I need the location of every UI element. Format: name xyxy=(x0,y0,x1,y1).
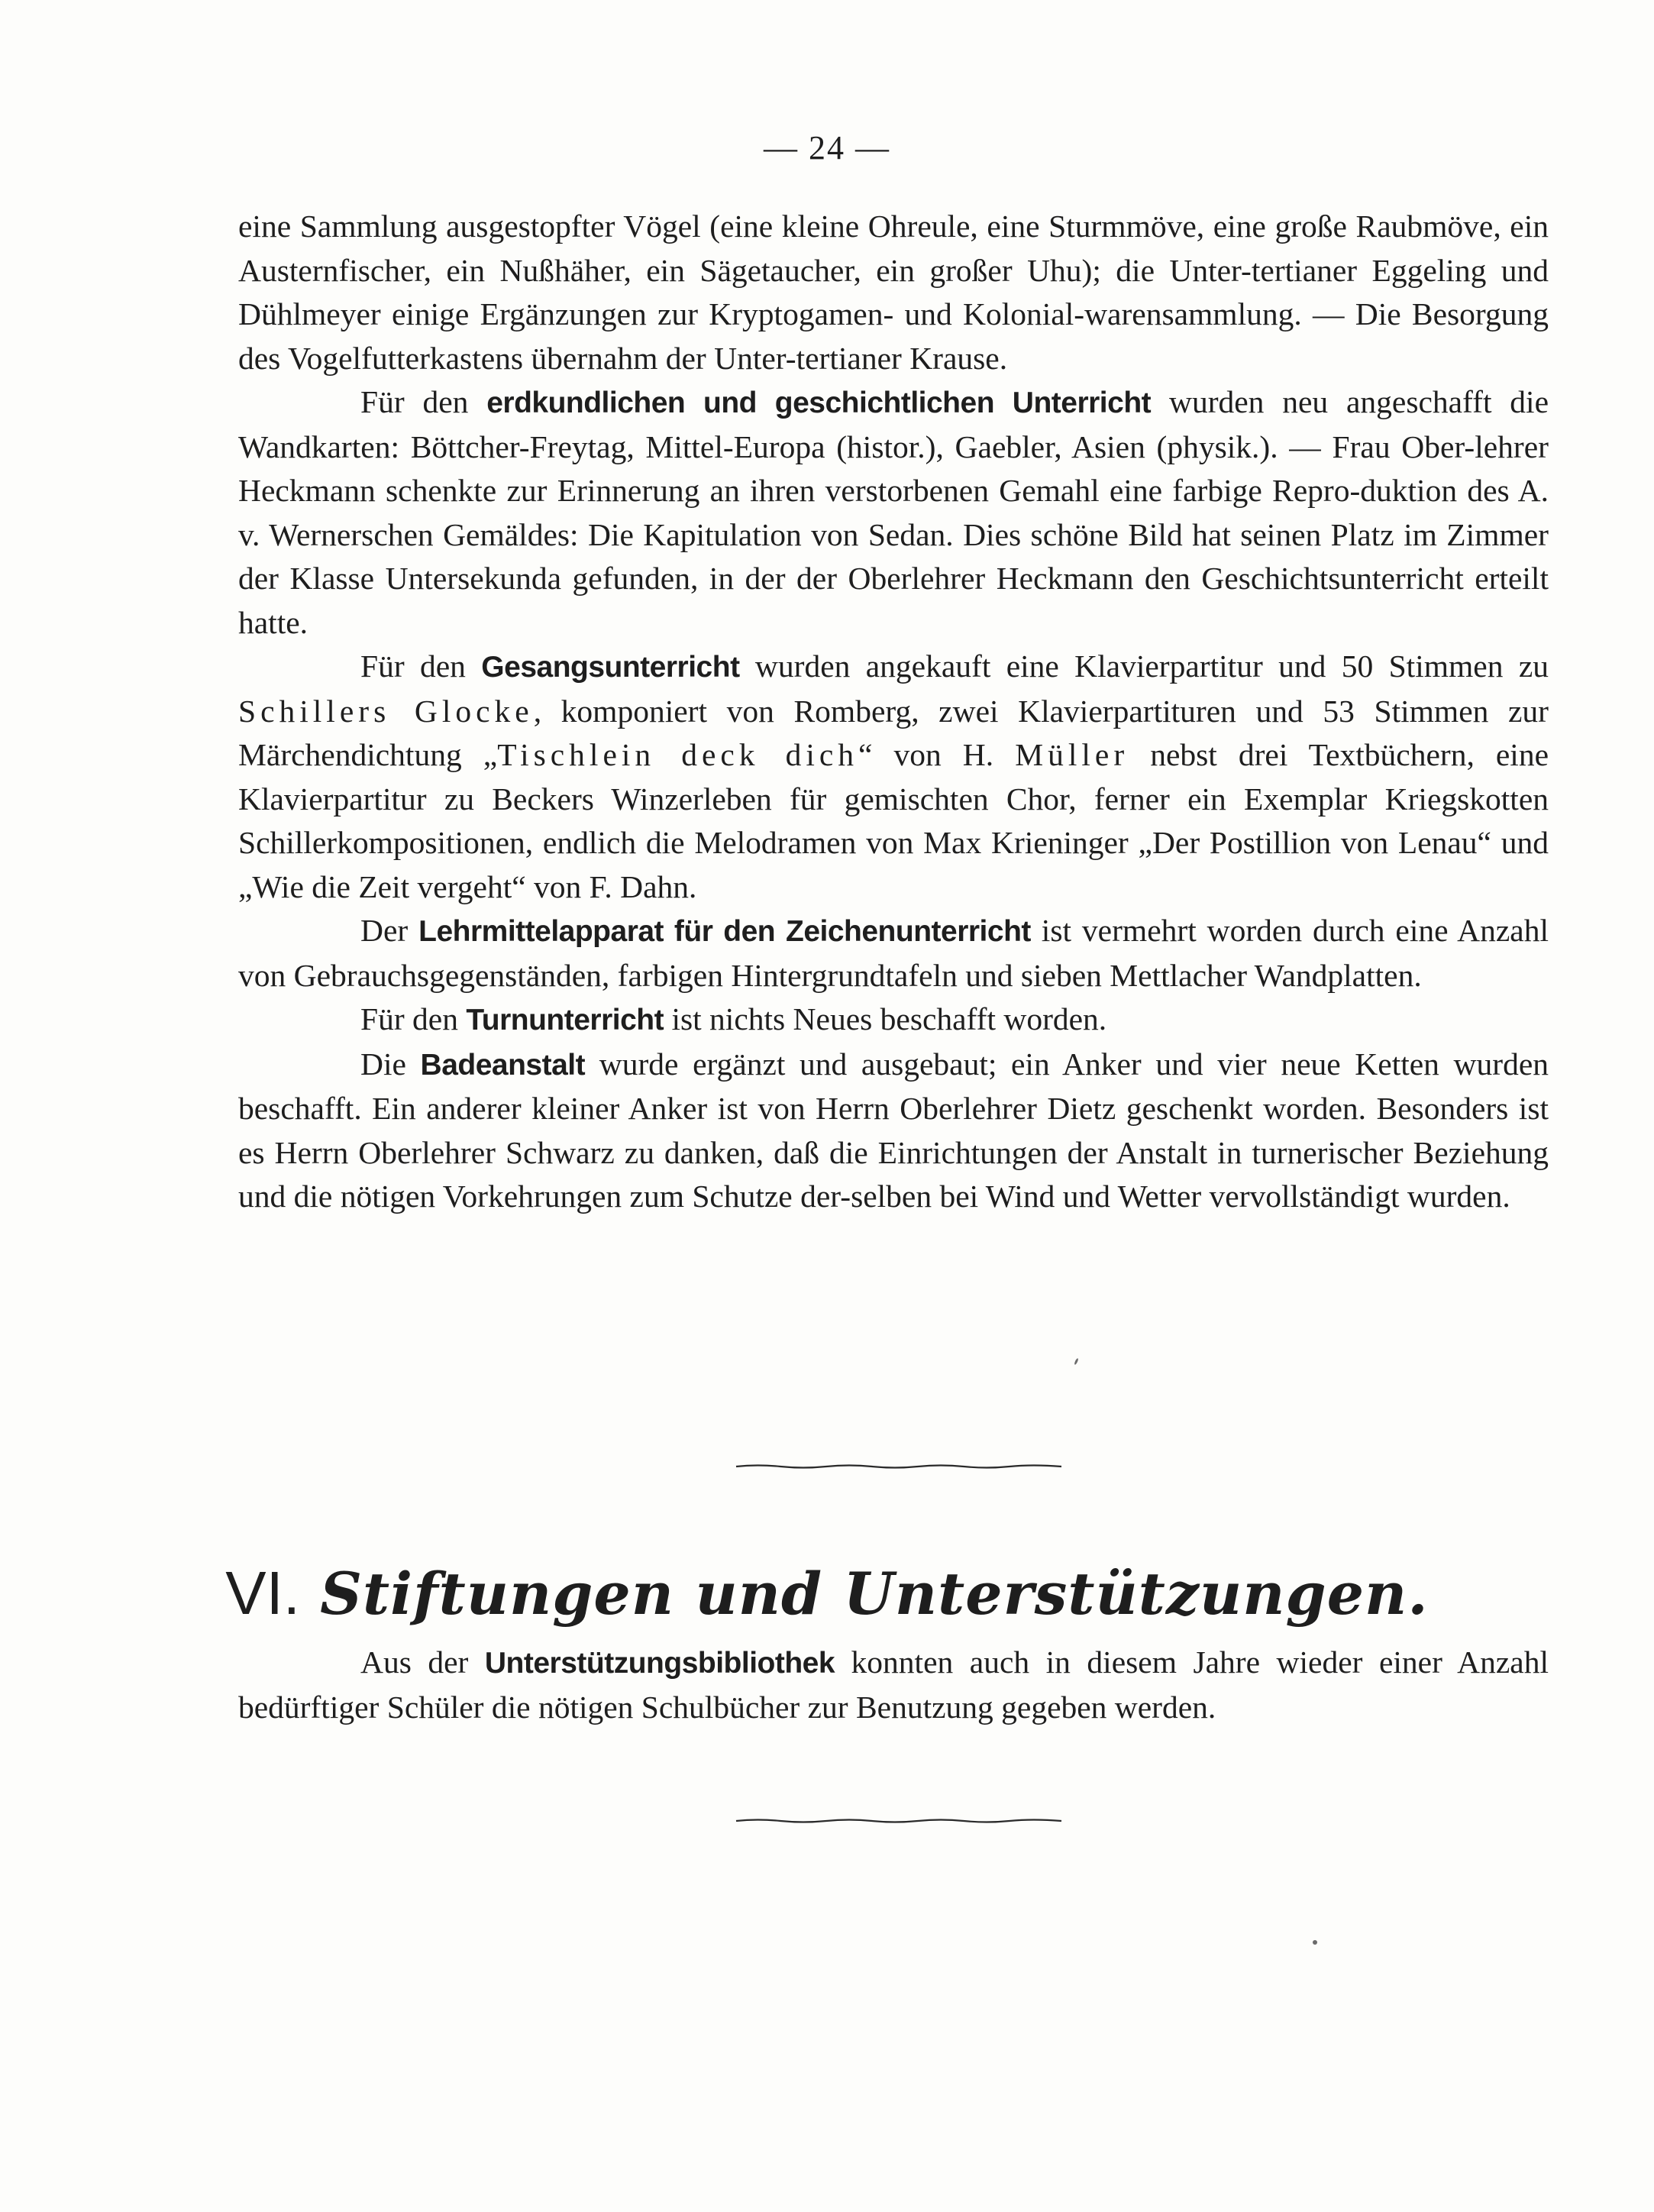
text-run: wurden angekauft eine Klavierpartitur und 50 Stimmen zu xyxy=(739,648,1549,684)
paragraph-drawing xyxy=(238,909,1549,998)
keyword-bath: Badeanstalt xyxy=(420,1048,586,1082)
text-run: Aus der xyxy=(360,1644,485,1680)
section-numeral: VI. xyxy=(225,1559,301,1627)
section-divider xyxy=(735,1463,1063,1470)
text-run: wurden neu angeschafft die Wandkarten: Böttcher-Freytag, Mittel-Europa (histor.), Gaebler, Asien (physik.). — Frau Ober-lehrer Heckmann schenkte zur Erinnerung an ihren verstorbenen Gemahl eine farbige Repro-duktion des A. v. Wernerschen Gemäldes: Die Kapitulation von Sedan. Dies schöne Bild hat seinen Platz im Zimmer der Klasse Untersekunda gefunden, in der der Oberlehrer Heckmann den Geschichtsunterricht erteilt hatte. xyxy=(238,384,1549,640)
upper-text-section xyxy=(238,205,1549,1219)
text-run: Die xyxy=(360,1046,421,1082)
lower-text-section xyxy=(238,1641,1549,1729)
text-run: Für den xyxy=(360,648,482,684)
paragraph-library xyxy=(238,1641,1549,1729)
page-number: — 24 — xyxy=(764,129,890,167)
end-divider xyxy=(735,1818,1063,1824)
text-run: nebst drei Textbüchern, eine Klavierpartitur zu Beckers Winzerleben für gemischten Chor, ferner ein Exemplar Kriegskotten Schillerkompositionen, endlich die Melodramen von Max Krieninger „Der Postillion von Lenau“ und „Wie die Zeit vergeht“ von F. Dahn. xyxy=(238,737,1549,904)
text-run: “ von H. xyxy=(858,737,1016,772)
keyword-geography-history: erdkundlichen und geschichtlichen Unterricht xyxy=(486,386,1152,419)
paragraph-singing xyxy=(238,645,1549,909)
text-run: ist nichts Neues beschafft worden. xyxy=(664,1001,1107,1036)
paragraph-bath xyxy=(238,1043,1549,1219)
section-title: Stiftungen und Unterstützungen. xyxy=(320,1560,1429,1628)
scan-speck xyxy=(1074,1358,1079,1365)
paragraph-collection xyxy=(238,205,1549,380)
text-run: wurde ergänzt und ausgebaut; ein Anker und vier neue Ketten wurden beschafft. Ein anderer kleiner Anker ist von Herrn Oberlehrer Dietz geschenkt worden. Besonders ist es Herrn Oberlehrer Schwarz zu danken, daß die Einrichtungen der Anstalt in turnerischer Beziehung und die nötigen Vorkehrungen zum Schutze der-selben bei Wind und Wetter vervollständigt wurden. xyxy=(238,1046,1549,1214)
text-run: ist vermehrt worden durch eine Anzahl von Gebrauchsgegenständen, farbigen Hintergrundtafeln und sieben Mettlacher Wandplatten. xyxy=(238,913,1549,993)
keyword-gymnastics: Turnunterricht xyxy=(466,1004,664,1036)
spaced-title-tischlein: Tischlein deck dich xyxy=(497,737,859,772)
text-run: Für den xyxy=(360,384,487,419)
text-run: , komponiert von Romberg, zwei Klavierpartituren und 53 Stimmen zur Märchendichtung „ xyxy=(238,693,1549,772)
keyword-singing: Gesangsunterricht xyxy=(481,651,740,684)
text-run: Der xyxy=(360,913,419,948)
text-run: eine Sammlung ausgestopfter Vögel (eine kleine Ohreule, eine Sturmmöve, eine große Raubmöve, ein Austernfischer, ein Nußhäher, ein Sägetaucher, ein großer Uhu); die Unter-tertianer Eggeling und Dühlmeyer einige Ergänzungen zur Kryptogamen- und Kolonial-warensammlung. — Die Besorgung des Vogelfutterkastens übernahm der Unter-tertianer Krause. xyxy=(238,209,1549,376)
text-run: konnten auch in diesem Jahre wieder einer Anzahl bedürftiger Schüler die nötigen Schulbücher zur Benutzung gegeben werden. xyxy=(238,1644,1549,1725)
text-run: Für den xyxy=(360,1001,467,1036)
spaced-name-mueller: Müller xyxy=(1015,737,1129,772)
section-heading xyxy=(0,1555,1654,1632)
keyword-drawing: Lehrmittelapparat für den Zeichenunterricht xyxy=(418,915,1031,948)
scan-speck xyxy=(1313,1940,1317,1945)
keyword-library: Unterstützungsbibliothek xyxy=(484,1647,835,1680)
paragraph-gymnastics xyxy=(238,998,1549,1043)
spaced-title-glocke: Schillers Glocke xyxy=(238,693,534,729)
paragraph-geography-history xyxy=(238,380,1549,645)
